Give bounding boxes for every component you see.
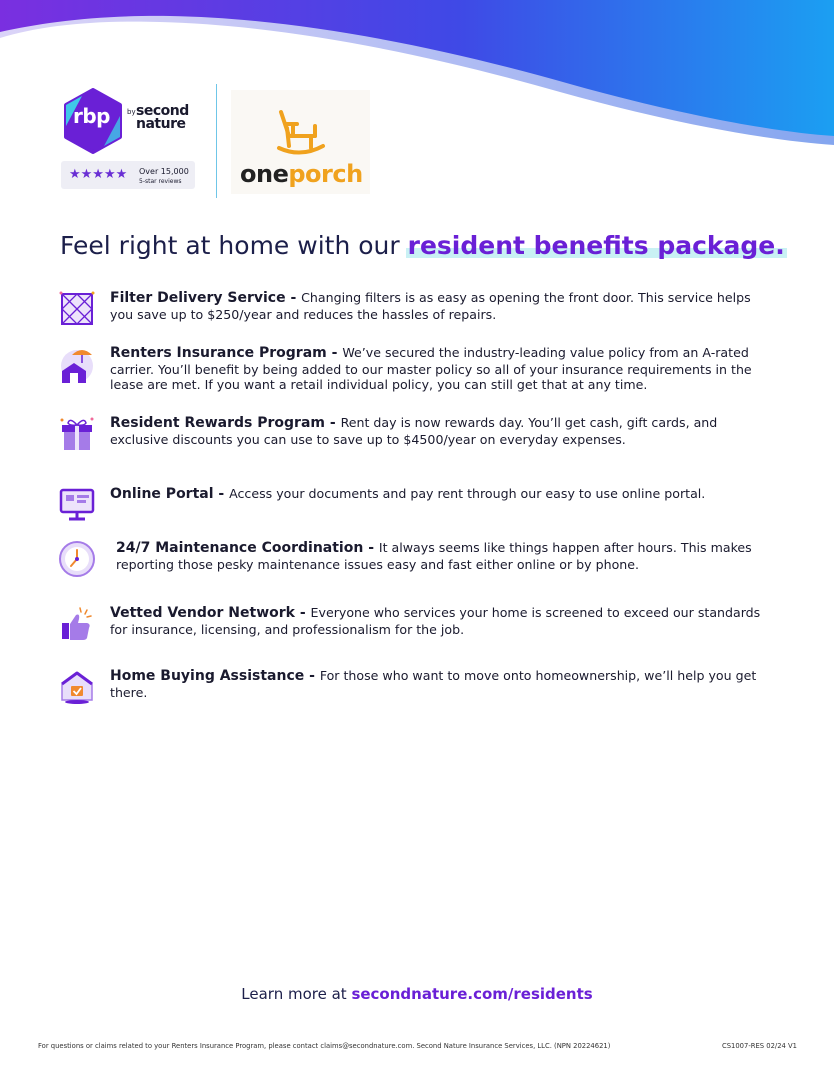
gift-icon xyxy=(58,415,96,453)
page-headline xyxy=(60,231,785,260)
benefit-title: Online Portal - xyxy=(110,486,230,502)
residents-link[interactable]: secondnature.com/residents xyxy=(351,985,593,1003)
benefit-description: Access your documents and pay rent through our easy to use online portal. xyxy=(229,486,706,501)
second-nature-wordmark xyxy=(136,105,189,131)
benefit-title: 24/7 Maintenance Coordination - xyxy=(116,540,379,556)
benefit-description: It always seems like things happen after hours. This makes reporting those pesky maintenance issues easy and fast either online or by phone. xyxy=(116,540,752,572)
benefit-text xyxy=(116,540,781,572)
reviews-caption: 5-star reviews xyxy=(139,178,182,185)
benefit-title: Vetted Vendor Network - xyxy=(110,605,311,621)
thumbs-up-icon xyxy=(58,605,96,643)
benefit-text xyxy=(110,605,775,637)
cta-prefix: Learn more at xyxy=(241,985,352,1003)
benefit-title: Home Buying Assistance - xyxy=(110,668,320,684)
brand-line-2: nature xyxy=(136,116,186,132)
brand-line-1: second xyxy=(136,103,189,119)
oneporch-logo xyxy=(231,90,370,194)
headline-prefix: Feel right at home with our xyxy=(60,231,408,260)
filter-icon xyxy=(58,290,96,328)
benefit-text xyxy=(110,345,775,393)
document-code: CS1007-RES 02/24 V1 xyxy=(721,1042,797,1050)
wordmark-porch: porch xyxy=(288,160,363,188)
benefit-text xyxy=(110,668,775,700)
benefit-title: Resident Rewards Program - xyxy=(110,415,341,431)
logo-divider xyxy=(216,84,217,198)
benefit-description: For those who want to move onto homeownership, we’ll help you get there. xyxy=(110,668,757,700)
reviews-badge xyxy=(61,161,195,189)
benefit-title: Renters Insurance Program - xyxy=(110,345,343,361)
oneporch-wordmark xyxy=(240,160,363,188)
clock-icon xyxy=(58,540,96,578)
benefit-description: Rent day is now rewards day. You’ll get cash, gift cards, and exclusive discounts you can use to save up to $4500/year on everyday expenses. xyxy=(110,415,718,447)
rbp-logo-text: rbp xyxy=(73,104,110,128)
home-check-icon xyxy=(58,668,96,706)
benefit-text xyxy=(110,415,775,447)
benefit-title: Filter Delivery Service - xyxy=(110,290,302,306)
benefit-description: We’ve secured the industry-leading value policy from an A-rated carrier. You’ll benefit by being added to our master policy so all of your insurance requirements in the lease are met. If you want a retail individual policy, you can still get that at any time. xyxy=(110,345,752,392)
benefit-text xyxy=(110,290,775,322)
insurance-disclaimer: For questions or claims related to your Renters Insurance Program, please contact claims@secondnature.com. Second Nature Insurance Services, LLC. (NPN 20224621) xyxy=(38,1042,611,1050)
monitor-icon xyxy=(58,486,96,524)
benefit-text xyxy=(110,486,775,503)
benefit-description: Everyone who services your home is screened to exceed our standards for insurance, licensing, and professionalism for the job. xyxy=(110,605,761,637)
headline-highlight: resident benefits package. xyxy=(407,231,785,260)
benefit-description: Changing filters is as easy as opening the front door. This service helps you save up to $250/year and reduces the hassles of repairs. xyxy=(110,290,751,322)
five-star-icon: ★★★★★ xyxy=(69,167,128,182)
reviews-count: Over 15,000 xyxy=(139,167,189,176)
umbrella-house-icon xyxy=(58,345,96,383)
rbp-logo xyxy=(60,88,200,158)
wordmark-one: one xyxy=(240,160,289,188)
learn-more-cta xyxy=(0,985,834,1003)
rocking-chair-icon xyxy=(275,106,327,158)
rbp-by-text: by xyxy=(127,108,136,116)
